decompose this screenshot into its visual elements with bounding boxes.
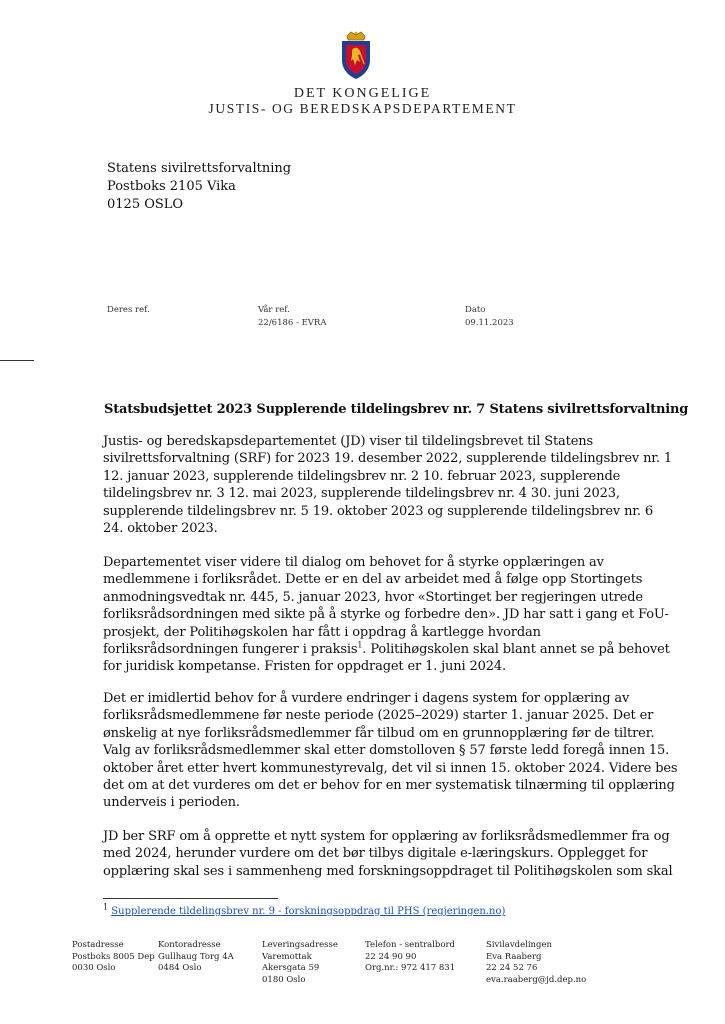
text-line: 12. januar 2023, supplerende tildelingsbrev nr. 2 10. februar 2023, supplerende [103, 468, 621, 484]
footer-heading: Telefon - sentralbord [365, 940, 455, 950]
text-line: ønskelig at nye forliksrådsmedlemmer får tilbud om en grunnopplæring før de tiltrer. [103, 725, 655, 741]
text-line: Justis- og beredskapsdepartementet (JD) viser til tildelingsbrevet til Statens [103, 434, 594, 449]
text-line: supplerende tildelingsbrev nr. 5 19. oktober 2023 og supplerende tildelingsbrev nr. 6 [103, 503, 654, 519]
footer-line: Eva Raaberg [486, 951, 542, 962]
text-line: sivilrettsforvaltning (SRF) for 2023 19. desember 2022, supplerende tildelingsbrev nr. 1 [103, 451, 673, 467]
footer-line: 0180 Oslo [262, 974, 306, 985]
footer-line: Gullhaug Torg 4A [158, 951, 234, 962]
paragraph-4 [103, 828, 673, 880]
text-span: . Politihøgskolen skal blant annet se på behovet [362, 642, 670, 658]
recipient-name: Statens sivilrettsforvaltning [107, 161, 292, 176]
footer-telefon [365, 940, 455, 975]
footnote [103, 902, 506, 917]
footnote-divider [103, 898, 278, 899]
footer-heading: Kontoradresse [158, 940, 221, 950]
text-line: tildelingsbrev nr. 3 12. mai 2023, supplerende tildelingsbrev nr. 4 30. juni 2023, [103, 486, 620, 502]
paragraph-2 [103, 554, 670, 676]
text-line: Det er imidlertid behov for å vurdere endringer i dagens system for opplæring av [103, 691, 630, 706]
footer-line: 22 24 90 90 [365, 951, 417, 962]
letter-subject: Statsbudsjettet 2023 Supplerende tildelingsbrev nr. 7 Statens sivilrettsforvaltning [104, 402, 689, 417]
footer-leveringsadresse [262, 940, 338, 986]
text-line: Departementet viser videre til dialog om behovet for å styrke opplæringen av [103, 555, 604, 570]
text-line: JD ber SRF om å opprette et nytt system for opplæring av forliksrådsmedlemmer fra og [103, 829, 670, 844]
footer-line: Org.nr.: 972 417 831 [365, 963, 456, 973]
footer-line: Varemottak [262, 951, 312, 962]
footer-line: 22 24 52 76 [486, 963, 538, 973]
coat-of-arms-icon [337, 30, 375, 80]
text-line: opplæring skal ses i sammenheng med forskningsoppdraget til Politihøgskolen som skal [103, 863, 673, 879]
text-line [103, 640, 670, 658]
text-line: for juridisk kompetanse. Fristen for oppdraget er 1. juni 2024. [103, 659, 506, 675]
var-ref-label: Vår ref. [258, 305, 290, 315]
text-line: underveis i perioden. [103, 795, 240, 811]
fold-mark [0, 360, 34, 361]
footer-line: 0030 Oslo [72, 963, 116, 973]
paragraph-1 [103, 433, 673, 537]
text-line: prosjekt, der Politihøgskolen har fått i oppdrag å kartlegge hvordan [103, 624, 541, 640]
footer-heading: Postadresse [72, 940, 124, 950]
var-ref-value: 22/6186 - EVRA [258, 318, 327, 328]
text-line: forliksrådsordningen med sikte på å styrke og forbedre den». JD har satt i gang et FoU- [103, 607, 669, 623]
recipient-street: Postboks 2105 Vika [107, 179, 236, 194]
footer-email[interactable]: eva.raaberg@jd.dep.no [486, 974, 587, 985]
text-line: 24. oktober 2023. [103, 521, 218, 537]
text-line: Valg av forliksrådsmedlemmer skal etter domstolloven § 57 første ledd foregå innen 15. [103, 743, 670, 759]
letterhead-line2: JUSTIS- OG BEREDSKAPSDEPARTEMENT [208, 101, 517, 116]
text-line: det om at det vurderes om det er behov for en mer systematisk tilnærming til opplæring [103, 778, 675, 794]
footer-heading: Sivilavdelingen [486, 940, 552, 950]
footer-kontoradresse [158, 940, 234, 975]
dato-value: 09.11.2023 [465, 318, 514, 328]
paragraph-3 [103, 690, 678, 812]
text-span: forliksrådsordningen fungerer i praksis [103, 642, 358, 658]
footer-line: 0484 Oslo [158, 963, 202, 973]
text-line: medlemmene i forliksrådet. Dette er en del av arbeidet med å følge opp Stortingets [103, 572, 643, 588]
footer-line: Postboks 8005 Dep [72, 951, 155, 962]
letterhead-line1: DET KONGELIGE [293, 86, 432, 101]
text-line: oktober året etter hvert kommunestyrevalg, det vil si innen 15. oktober 2024. Videre bes [103, 760, 678, 776]
text-line: forliksrådsmedlemmene før neste periode (2025–2029) starter 1. januar 2025. Det er [103, 708, 654, 724]
recipient-address [107, 160, 291, 214]
footnote-number: 1 [103, 902, 109, 912]
dato-label: Dato [465, 305, 486, 315]
footnote-link[interactable]: Supplerende tildelingsbrev nr. 9 - forskningsoppdrag til PHS (regjeringen.no) [111, 906, 506, 917]
footer-line: Akersgata 59 [262, 963, 320, 973]
text-line: anmodningsvedtak nr. 445, 5. januar 2023, hvor «Stortinget ber regjeringen utrede [103, 589, 643, 605]
recipient-postcode: 0125 OSLO [107, 197, 184, 212]
text-line: med 2024, herunder vurdere om det bør tilbys digitale e-læringskurs. Opplegget for [103, 846, 648, 862]
footer-heading: Leveringsadresse [262, 940, 338, 950]
footer-postadresse [72, 940, 155, 975]
deres-ref-label: Deres ref. [107, 305, 150, 315]
footer-sivilavdelingen [486, 940, 586, 986]
footnote-ref[interactable]: 1 [357, 640, 363, 650]
